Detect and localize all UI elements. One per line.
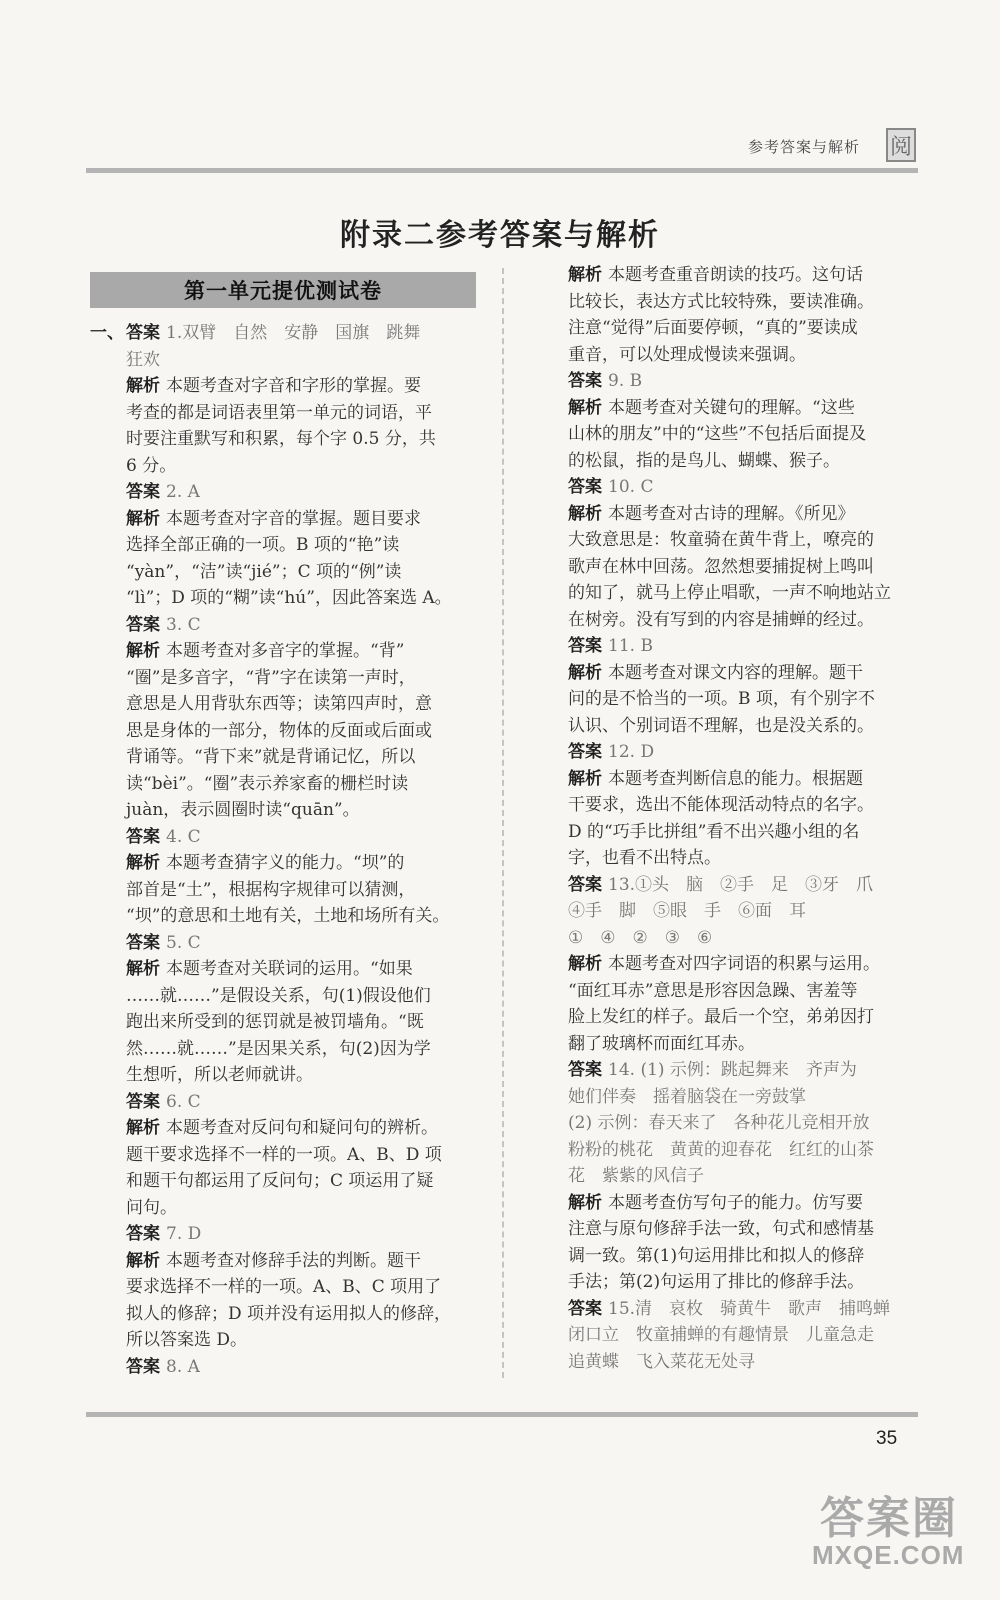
analysis-label: 解析 (568, 503, 602, 524)
text-line (126, 1221, 486, 1248)
left-column (126, 320, 486, 1380)
watermark-logo: 答案圈 (820, 1493, 958, 1544)
text-line (568, 1190, 920, 1217)
answer-label: 答案 (568, 1298, 602, 1319)
explanation-text: 本题考查对字音和字形的掌握。要 (166, 376, 421, 396)
explanation-text: 本题考查对古诗的理解。《所见》 (608, 503, 855, 524)
column-divider (502, 268, 504, 1378)
text-line (568, 315, 920, 342)
text-line (126, 373, 486, 400)
answer-text: ① ④ ② ③ ⑥ (568, 927, 713, 948)
answer-text: 2. A (166, 482, 200, 502)
text-line (126, 612, 486, 639)
text-line (568, 368, 920, 395)
explanation-text: “面红耳赤”意思是形容因急躁、害羞等 (568, 980, 858, 1001)
explanation-text: 山林的朋友”中的“这些”不包括后面提及 (568, 424, 867, 444)
explanation-text: 和题干句都运用了反问句；C 项运用了疑 (126, 1171, 434, 1191)
text-line (568, 1349, 920, 1376)
explanation-text: 脸上发红的样子。最后一个空，弟弟因打 (568, 1007, 874, 1027)
explanation-text: 的松鼠，指的是鸟儿、蝴蝶、猴子。 (568, 450, 840, 471)
explanation-text: 本题考查对关键句的理解。“这些 (608, 397, 855, 418)
explanation-text: 本题考查对关联词的运用。“如果 (166, 959, 413, 979)
text-line (568, 766, 920, 793)
explanation-text: 注意“觉得”后面要停顿，“真的”要读成 (568, 318, 858, 338)
text-line (568, 1137, 920, 1164)
text-line (126, 320, 486, 347)
answer-label: 答案 (126, 1091, 160, 1112)
text-line (126, 1036, 486, 1063)
analysis-label: 解析 (126, 376, 160, 396)
text-line (126, 877, 486, 904)
text-line (568, 1110, 920, 1137)
answer-text: 13.①头 脑 ②手 足 ③牙 爪 (608, 874, 874, 895)
answer-text: 15.清 哀枚 骑黄牛 歌声 捕鸣蝉 (608, 1298, 891, 1319)
explanation-text: 考查的都是词语表里第一单元的词语，平 (126, 402, 432, 423)
text-line (126, 665, 486, 692)
explanation-text: 背诵等。“背下来”就是背诵记忆，所以 (126, 747, 416, 767)
answer-text: 闭口立 牧童捕蝉的有趣情景 儿童急走 (568, 1325, 874, 1345)
text-line (568, 1216, 920, 1243)
explanation-text: 歌声在林中回荡。忽然想要捕捉树上鸣叫 (568, 556, 874, 577)
text-line (568, 898, 920, 925)
text-line (568, 342, 920, 369)
explanation-text: “圈”是多音字，“背”字在读第一声时， (126, 667, 416, 688)
explanation-text: 调一致。第(1)句运用排比和拟人的修辞 (568, 1245, 865, 1266)
text-line (568, 262, 920, 289)
answer-text: 花 紫紫的风信子 (568, 1166, 704, 1186)
answer-label: 答案 (568, 371, 602, 391)
answer-text: ④手 脚 ⑤眼 手 ⑥面 耳 (568, 901, 806, 921)
text-line (126, 1089, 486, 1116)
explanation-text: 比较长，表达方式比较特殊，要读准确。 (568, 291, 874, 312)
text-line (568, 395, 920, 422)
analysis-label: 解析 (568, 397, 602, 418)
unit-title-bar: 第一单元提优测试卷 (90, 272, 476, 308)
text-line (568, 1163, 920, 1190)
text-line (126, 744, 486, 771)
analysis-label: 解析 (568, 662, 602, 683)
text-line (126, 1195, 486, 1222)
text-line (126, 850, 486, 877)
explanation-text: 所以答案选 D。 (126, 1330, 248, 1350)
explanation-text: 本题考查仿写句子的能力。仿写要 (608, 1192, 863, 1213)
text-line (568, 951, 920, 978)
answer-text: 10. C (608, 477, 654, 497)
text-line (568, 554, 920, 581)
explanation-text: 要求选择不一样的一项。A、B、C 项用了 (126, 1277, 442, 1297)
text-line (568, 474, 920, 501)
analysis-label: 解析 (126, 853, 160, 873)
answer-text: 7. D (166, 1224, 202, 1244)
explanation-text: 本题考查对四字词语的积累与运用。 (608, 954, 880, 974)
header-emblem: 阅 (886, 128, 916, 162)
text-line (126, 824, 486, 851)
text-line (568, 448, 920, 475)
text-line (126, 347, 486, 374)
answer-text: 粉粉的桃花 黄黄的迎春花 红红的山茶 (568, 1139, 874, 1160)
explanation-text: 认识、个别词语不理解，也是没关系的。 (568, 715, 874, 736)
text-line (568, 713, 920, 740)
explanation-text: 本题考查猜字义的能力。“坝”的 (166, 853, 405, 873)
text-line (126, 797, 486, 824)
explanation-text: 时要注重默写和积累，每个字 0.5 分，共 (126, 429, 436, 449)
text-line (126, 506, 486, 533)
text-line (126, 532, 486, 559)
answer-text: (2) 示例：春天来了 各种花儿竞相开放 (568, 1113, 870, 1133)
text-line (126, 983, 486, 1010)
text-line (126, 930, 486, 957)
explanation-text: 的知了，就马上停止唱歌，一声不响地站立 (568, 583, 891, 603)
explanation-text: D 的“巧手比拼组”看不出兴趣小组的名 (568, 821, 860, 842)
text-line (126, 691, 486, 718)
page-title: 附录二参考答案与解析 (340, 218, 660, 253)
explanation-text: 本题考查对多音字的掌握。“背” (166, 641, 405, 661)
explanation-text: 大致意思是：牧童骑在黄牛背上，嘹亮的 (568, 530, 874, 550)
answer-label: 答案 (568, 477, 602, 497)
analysis-label: 解析 (126, 508, 160, 529)
text-line (126, 638, 486, 665)
explanation-text: 生想听，所以老师就讲。 (126, 1065, 313, 1085)
explanation-text: “yàn”，“洁”读“jié”；C 项的“例”读 (126, 561, 402, 582)
text-line (126, 956, 486, 983)
answer-label: 答案 (568, 742, 602, 762)
text-line (568, 633, 920, 660)
answer-label: 答案 (126, 932, 160, 953)
text-line (568, 501, 920, 528)
page-number: 35 (876, 1428, 898, 1449)
text-line (126, 1248, 486, 1275)
explanation-text: 意思是人用背驮东西等；读第四声时，意 (126, 694, 432, 714)
explanation-text: 本题考查对反问句和疑问句的辨析。 (166, 1118, 438, 1138)
watermark-url: MXQE.COM (812, 1540, 965, 1570)
explanation-text: 本题考查判断信息的能力。根据题 (608, 768, 863, 789)
explanation-text: 翻了玻璃杯而面红耳赤。 (568, 1033, 755, 1054)
explanation-text: “坝”的意思和土地有关，土地和场所有关。 (126, 906, 450, 926)
text-line (126, 426, 486, 453)
text-line (126, 1062, 486, 1089)
explanation-text: 本题考查对修辞手法的判断。题干 (166, 1250, 421, 1271)
text-line (126, 771, 486, 798)
answer-text: 9. B (608, 371, 643, 391)
text-line (568, 1031, 920, 1058)
explanation-text: 字，也看不出特点。 (568, 848, 721, 868)
answer-label: 答案 (126, 826, 160, 847)
explanation-text: 然……就……”是因果关系，句(2)因为学 (126, 1038, 431, 1059)
text-line (126, 1274, 486, 1301)
explanation-text: 干要求，选出不能体现活动特点的名字。 (568, 795, 874, 815)
text-line (126, 453, 486, 480)
text-line (126, 559, 486, 586)
section-mark: 一、 (90, 323, 124, 343)
explanation-text: 问句。 (126, 1197, 177, 1218)
text-line (126, 400, 486, 427)
text-line (568, 421, 920, 448)
text-line (568, 1057, 920, 1084)
answer-text: 11. B (608, 636, 653, 656)
explanation-text: 注意与原句修辞手法一致，句式和感情基 (568, 1219, 874, 1239)
explanation-text: 思是身体的一部分，物体的反面或后面或 (126, 720, 432, 741)
explanation-text: 题干要求选择不一样的一项。A、B、D 项 (126, 1144, 442, 1165)
text-line (568, 845, 920, 872)
text-line (568, 792, 920, 819)
answer-text: 12. D (608, 742, 655, 762)
text-line (568, 978, 920, 1005)
header-rule (86, 168, 918, 173)
explanation-text: 手法；第(2)句运用了排比的修辞手法。 (568, 1272, 865, 1292)
right-column (568, 262, 920, 1375)
text-line (568, 925, 920, 952)
answer-label: 答案 (568, 1060, 602, 1080)
explanation-text: 拟人的修辞；D 项并没有运用拟人的修辞， (126, 1303, 452, 1324)
running-header: 参考答案与解析 (748, 138, 861, 156)
analysis-label: 解析 (126, 959, 160, 979)
explanation-text: 6 分。 (126, 455, 177, 476)
text-line (568, 819, 920, 846)
answer-text: 追黄蝶 飞入菜花无处寻 (568, 1351, 755, 1372)
text-line (568, 1243, 920, 1270)
answer-text: 5. C (166, 932, 201, 953)
analysis-label: 解析 (126, 1250, 160, 1271)
answer-text: 狂欢 (126, 349, 160, 370)
analysis-label: 解析 (126, 641, 160, 661)
answer-label: 答案 (126, 1224, 160, 1244)
analysis-label: 解析 (568, 265, 602, 285)
analysis-label: 解析 (568, 1192, 602, 1213)
text-line (126, 1301, 486, 1328)
text-line (126, 479, 486, 506)
text-line (568, 527, 920, 554)
answer-label: 答案 (568, 874, 602, 895)
text-line (568, 1084, 920, 1111)
answer-label: 答案 (126, 323, 160, 343)
text-line (568, 1296, 920, 1323)
text-line (568, 739, 920, 766)
text-line (568, 686, 920, 713)
answer-text: 她们伴奏 摇着脑袋在一旁鼓掌 (568, 1086, 806, 1107)
text-line (568, 872, 920, 899)
explanation-text: 选择全部正确的一项。B 项的“艳”读 (126, 535, 400, 555)
text-line (568, 1269, 920, 1296)
text-line (568, 580, 920, 607)
text-line (126, 1168, 486, 1195)
explanation-text: 重音，可以处理成慢读来强调。 (568, 344, 806, 365)
explanation-text: 部首是“土”，根据构字规律可以猜测， (126, 879, 416, 900)
text-line (126, 718, 486, 745)
text-line (568, 289, 920, 316)
explanation-text: 本题考查重音朗读的技巧。这句话 (608, 265, 863, 285)
explanation-text: “lì”；D 项的“糊”读“hú”，因此答案选 A。 (126, 588, 452, 608)
text-line (126, 1354, 486, 1381)
explanation-text: 读“bèi”。“圈”表示养家畜的栅栏时读 (126, 773, 409, 794)
text-line (126, 1009, 486, 1036)
answer-label: 答案 (568, 636, 602, 656)
analysis-label: 解析 (126, 1118, 160, 1138)
footer-rule (86, 1412, 918, 1417)
answer-text: 4. C (166, 826, 201, 847)
text-line (126, 1327, 486, 1354)
analysis-label: 解析 (568, 768, 602, 789)
text-line (126, 903, 486, 930)
answer-label: 答案 (126, 482, 160, 502)
explanation-text: 问的是不恰当的一项。B 项，有个别字不 (568, 689, 875, 709)
explanation-text: 跑出来所受到的惩罚就是被罚墙角。“既 (126, 1012, 424, 1032)
answer-text: 1.双臂 自然 安静 国旗 跳舞 (166, 323, 421, 343)
answer-text: 6. C (166, 1091, 201, 1112)
answer-text: 14. (1) 示例：跳起舞来 齐声为 (608, 1060, 857, 1080)
explanation-text: juàn，表示圆圈时读“quān”。 (126, 800, 360, 820)
text-line (126, 1142, 486, 1169)
answer-text: 3. C (166, 614, 201, 635)
text-line (568, 660, 920, 687)
answer-label: 答案 (126, 614, 160, 635)
explanation-text: ……就……”是假设关系，句(1)假设他们 (126, 985, 431, 1006)
text-line (126, 585, 486, 612)
text-line (126, 1115, 486, 1142)
text-line (568, 607, 920, 634)
explanation-text: 本题考查对课文内容的理解。题干 (608, 662, 863, 683)
text-line (568, 1322, 920, 1349)
text-line (568, 1004, 920, 1031)
analysis-label: 解析 (568, 954, 602, 974)
explanation-text: 本题考查对字音的掌握。题目要求 (166, 508, 421, 529)
answer-label: 答案 (126, 1356, 160, 1377)
explanation-text: 在树旁。没有写到的内容是捕蝉的经过。 (568, 609, 874, 630)
answer-text: 8. A (166, 1356, 200, 1377)
